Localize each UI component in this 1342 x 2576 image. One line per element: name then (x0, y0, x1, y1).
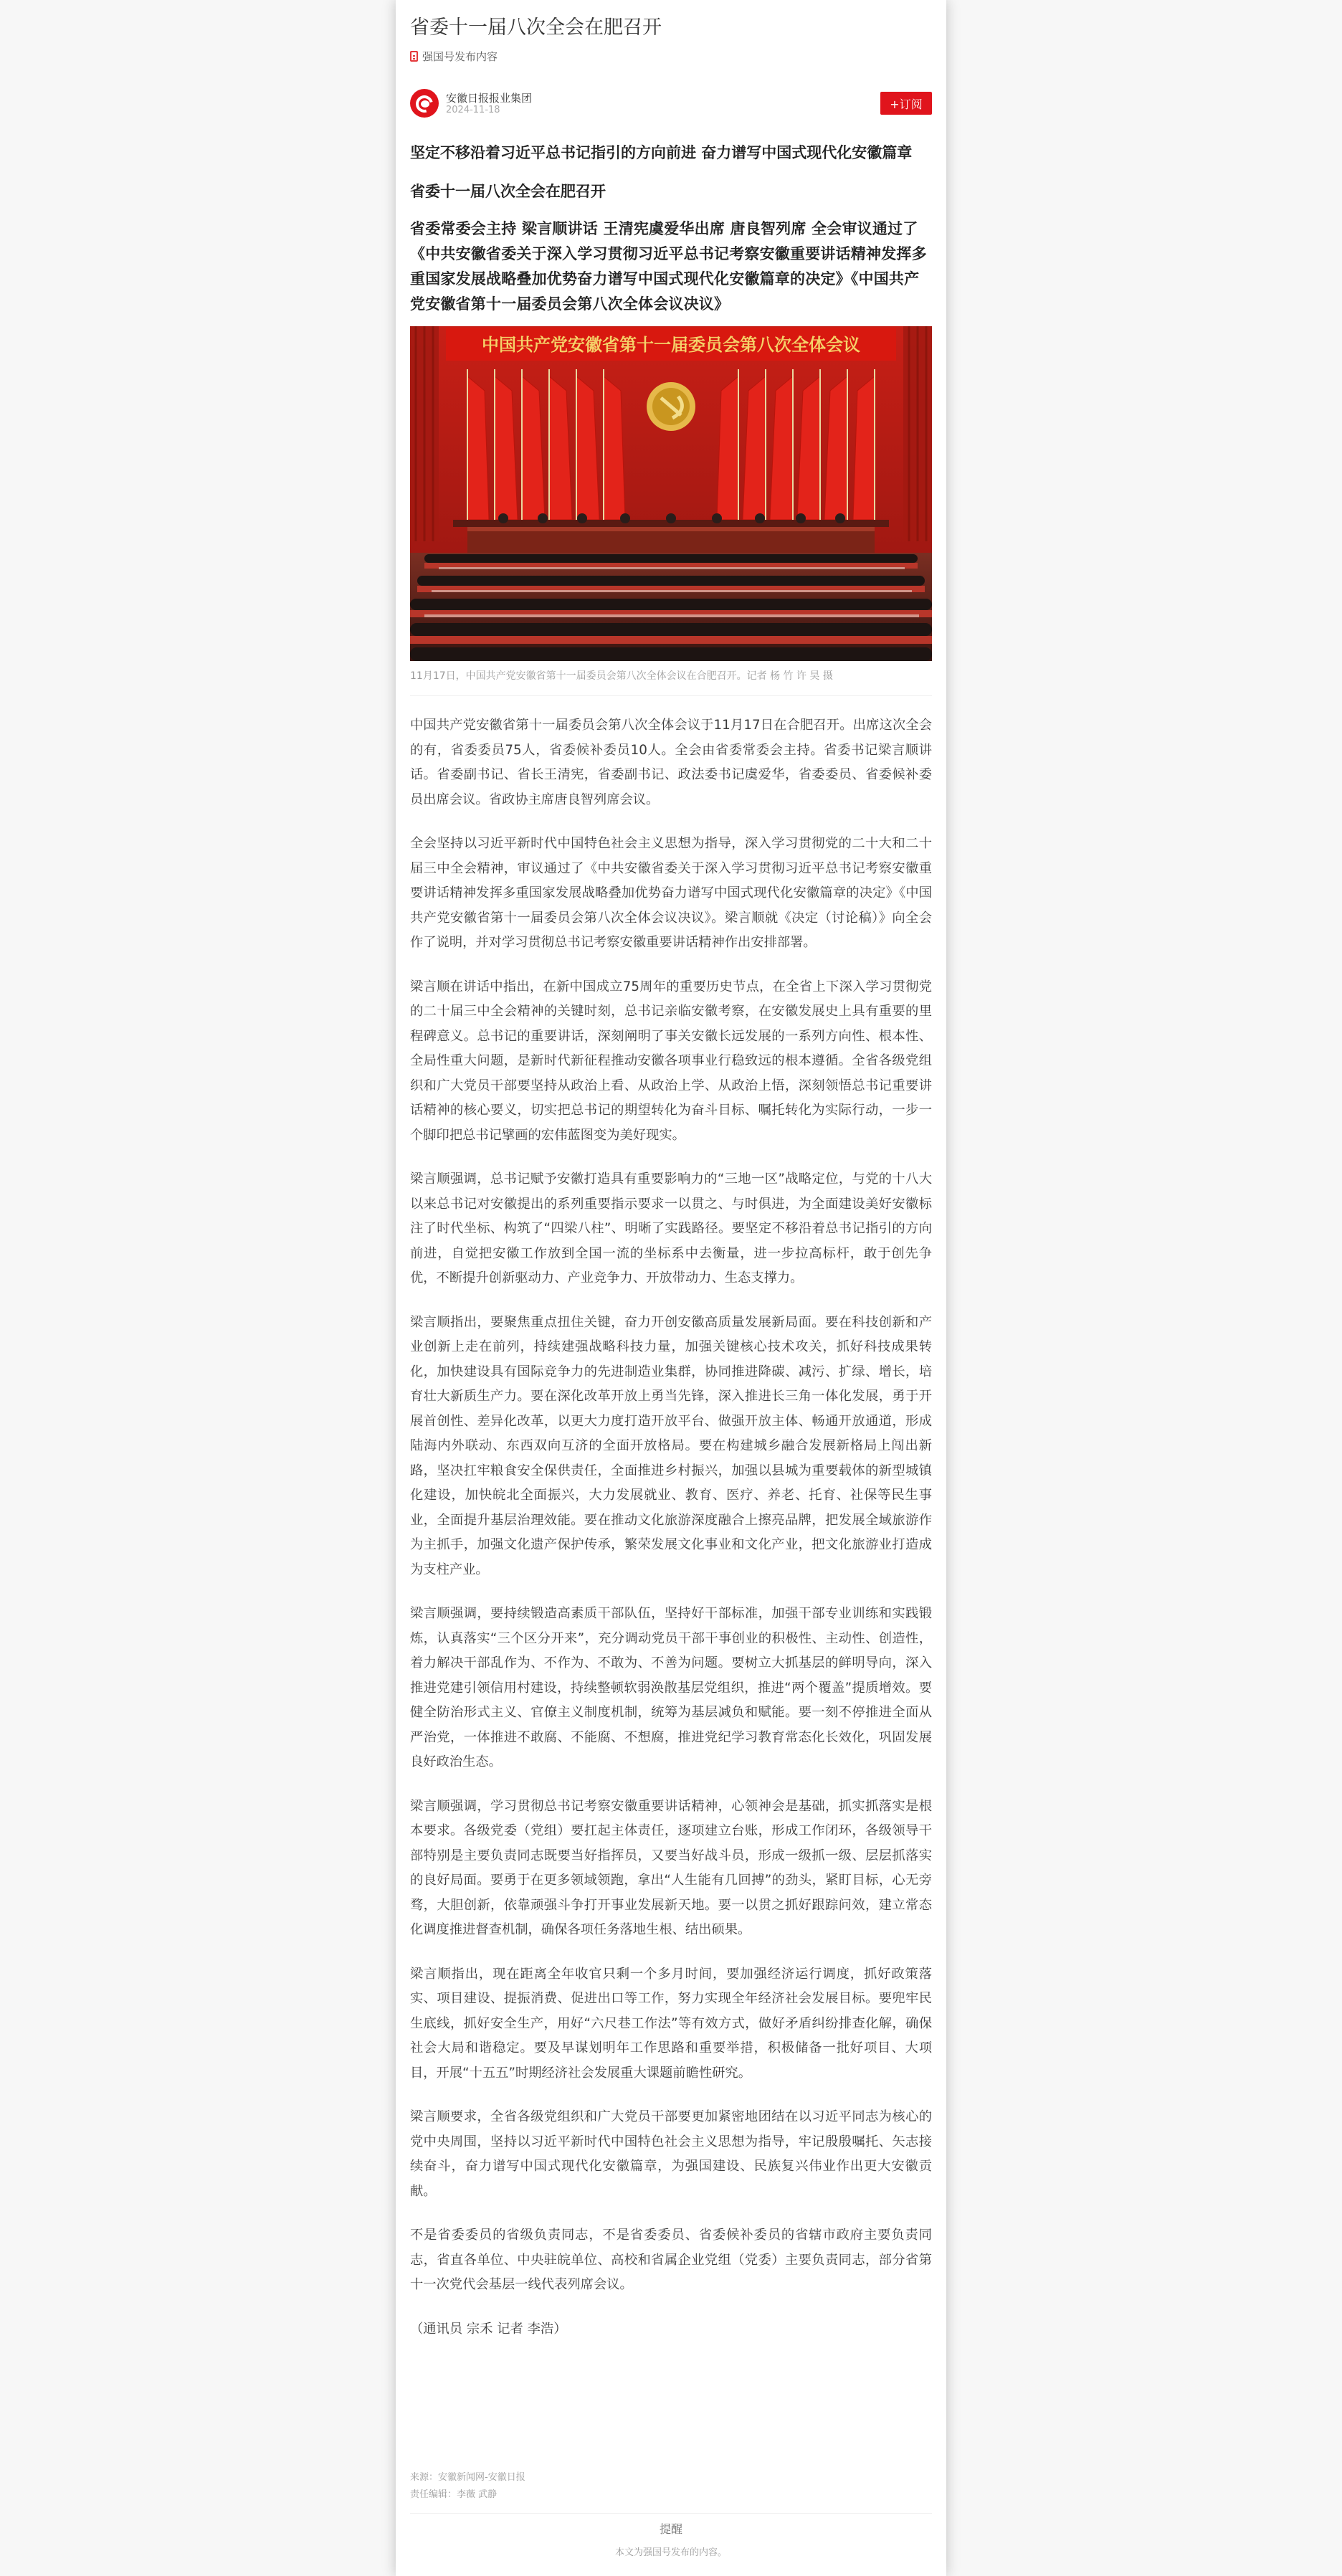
paragraph: 梁言顺指出，要聚焦重点扭住关键，奋力开创安徽高质量发展新局面。要在科技创新和产业创新上走在前列，持续建强战略科技力量，加强关键核心技术攻关，抓好科技成果转化，加快建设具有国际竞争力的先进制造业集群，协同推进降碳、减污、扩绿、增长，培育壮大新质生产力。要在深化改革开放上勇当先锋，深入推进长三角一体化发展，勇于开展首创性、差异化改革，以更大力度打造开放平台、做强开放主体、畅通开放通道，形成陆海内外联动、东西双向互济的全面开放格局。要在构建城乡融合发展新格局上闯出新路，坚决扛牢粮食安全保供责任，全面推进乡村振兴，加强以县城为重要载体的新型城镇化建设，加快皖北全面振兴，大力发展就业、教育、医疗、养老、托育、社保等民生事业，全面提升基层治理效能。要在推动文化旅游深度融合上擦亮品牌，把发展全域旅游作为主抓手，加强文化遗产保护传承，繁荣发展文化事业和文化产业，把文化旅游业打造成为支柱产业。 (410, 1314, 932, 1577)
headline-sub: 省委十一届八次全会在肥召开 (410, 183, 606, 200)
reminder-title: 提醒 (659, 2522, 682, 2536)
paragraph: 梁言顺指出，现在距离全年收官只剩一个多月时间，要加强经济运行调度，抓好政策落实、项目建设、提振消费、促进出口等工作，努力实现全年经济社会发展目标。要兜牢民生底线，抓好安全生产，用好“六尺巷工作法”等有效方式，做好矛盾纠纷排查化解，确保社会大局和谐稳定。要及早谋划明年工作思路和重要举措，积极储备一批好项目、大项目，开展“十五五”时期经济社会发展重大课题前瞻性研究。 (410, 1966, 932, 2081)
document-icon (410, 51, 418, 62)
publish-date: 2024-11-18 (446, 105, 500, 115)
source-tag-label: 强国号发布内容 (422, 50, 498, 63)
subscribe-button[interactable]: +订阅 (880, 92, 932, 115)
paragraph: 梁言顺强调，总书记赋予安徽打造具有重要影响力的“三地一区”战略定位，与党的十八大以来总书记对安徽提出的系列重要指示要求一以贯之、与时俱进，为全面建设美好安徽标注了时代坐标、构筑了“四梁八柱”、明晰了实践路径。要坚定不移沿着总书记指引的方向前进，自觉把安徽工作放到全国一流的坐标系中去衡量，进一步拉高标杆，敢于创先争优，不断提升创新驱动力、产业竞争力、开放带动力、生态支撑力。 (410, 1171, 932, 1285)
photo-caption: 11月17日，中国共产党安徽省第十一届委员会第八次全体会议在合肥召开。记者 杨 竹 许 昊 摄 (410, 670, 833, 682)
paragraph: 全会坚持以习近平新时代中国特色社会主义思想为指导，深入学习贯彻党的二十大和二十届三中全会精神，审议通过了《中共安徽省委关于深入学习贯彻习近平总书记考察安徽重要讲话精神发挥多重国家发展战略叠加优势奋力谱写中国式现代化安徽篇章的决定》《中国共产党安徽省第十一届委员会第八次全体会议决议》。梁言顺就《决定（讨论稿）》向全会作了说明，并对学习贯彻总书记考察安徽重要讲话精神作出安排部署。 (410, 836, 932, 950)
paragraph: 中国共产党安徽省第十一届委员会第八次全体会议于11月17日在合肥召开。出席这次全会的有，省委委员75人，省委候补委员10人。全会由省委常委会主持。省委书记梁言顺讲话。省委副书记、省长王清宪，省委副书记、政法委书记虞爱华，省委委员、省委候补委员出席会议。省政协主席唐良智列席会议。 (410, 718, 932, 807)
article-page (396, 0, 946, 2576)
author-bar (410, 87, 932, 119)
article-body (410, 713, 932, 2361)
divider (410, 695, 932, 696)
footer-divider (410, 2513, 932, 2514)
photo-banner-text: 中国共产党安徽省第十一届委员会第八次全体会议 (482, 335, 860, 355)
author-name[interactable]: 安徽日报报业集团 (446, 92, 533, 105)
meeting-photo[interactable] (410, 326, 932, 661)
paragraph: 梁言顺强调，学习贯彻总书记考察安徽重要讲话精神，心领神会是基础，抓实抓落实是根本要求。各级党委（党组）要扛起主体责任，逐项建立台账，形成工作闭环，各级领导干部特别是主要负责同志既要当好指挥员，又要当好战斗员，形成一级抓一级、层层抓落实的良好局面。要勇于在更多领域领跑，拿出“人生能有几回搏”的劲头，紧盯目标，心无旁骛，大胆创新，依靠顽强斗争打开事业发展新天地。要一以贯之抓好跟踪问效，建立常态化调度推进督查机制，确保各项任务落地生根、结出硕果。 (410, 1798, 932, 1937)
meta-editor: 责任编辑：李薇 武静 (410, 2489, 498, 2500)
reminder-note: 本文为强国号发布的内容。 (614, 2547, 727, 2558)
paragraph: 梁言顺要求，全省各级党组织和广大党员干部要更加紧密地团结在以习近平同志为核心的党中央周围，坚持以习近平新时代中国特色社会主义思想为指导，牢记殷殷嘱托、矢志接续奋斗，奋力谱写中国式现代化安徽篇章，为强国建设、民族复兴伟业作出更大安徽贡献。 (410, 2109, 932, 2199)
meta-source: 来源：安徽新闻网-安徽日报 (410, 2472, 525, 2483)
headline-main: 坚定不移沿着习近平总书记指引的方向前进 奋力谱写中国式现代化安徽篇章 (410, 144, 913, 161)
publisher-logo-icon[interactable] (410, 89, 439, 118)
paragraph: 梁言顺强调，要持续锻造高素质干部队伍，坚持好干部标准，加强干部专业训练和实践锻炼，认真落实“三个区分开来”，充分调动党员干部干事创业的积极性、主动性、创造性，着力解决干部乱作为、不作为、不敢为、不善为问题。要树立大抓基层的鲜明导向，深入推进党建引领信用村建设，持续整顿软弱涣散基层党组织，推进“两个覆盖”提质增效。要健全防治形式主义、官僚主义制度机制，统筹为基层减负和赋能。要一刻不停推进全面从严治党，一体推进不敢腐、不能腐、不想腐，推进党纪学习教育常态化长效化，巩固发展良好政治生态。 (410, 1606, 932, 1769)
source-tag (410, 49, 498, 64)
headline-summary: 省委常委会主持 梁言顺讲话 王清宪虞爱华出席 唐良智列席 全会审议通过了《中共安徽省委关于深入学习贯彻习近平总书记考察安徽重要讲话精神发挥多重国家发展战略叠加优势奋力谱写中国式现代化安徽篇章的决定》《中国共产党安徽省第十一届委员会第八次全体会议决议》 (410, 220, 927, 313)
byline: （通讯员 宗禾 记者 李浩） (410, 2321, 567, 2337)
paragraph: 不是省委委员的省级负责同志，不是省委委员、省委候补委员的省辖市政府主要负责同志，省直各单位、中央驻皖单位、高校和省属企业党组（党委）主要负责同志，部分省第十一次党代会基层一线代表列席会议。 (410, 2228, 932, 2292)
page-title: 省委十一届八次全会在肥召开 (410, 16, 662, 39)
article-meta (410, 2469, 525, 2504)
paragraph: 梁言顺在讲话中指出，在新中国成立75周年的重要历史节点，在全省上下深入学习贯彻党的二十届三中全会精神的关键时刻，总书记亲临安徽考察，在安徽发展史上具有重要的里程碑意义。总书记的重要讲话，深刻阐明了事关安徽长远发展的一系列方向性、根本性、全局性重大问题，是新时代新征程推动安徽各项事业行稳致远的根本遵循。全省各级党组织和广大党员干部要坚持从政治上看、从政治上学、从政治上悟，深刻领悟总书记重要讲话精神的核心要义，切实把总书记的期望转化为奋斗目标、嘱托转化为实际行动，一步一个脚印把总书记擘画的宏伟蓝图变为美好现实。 (410, 979, 932, 1143)
